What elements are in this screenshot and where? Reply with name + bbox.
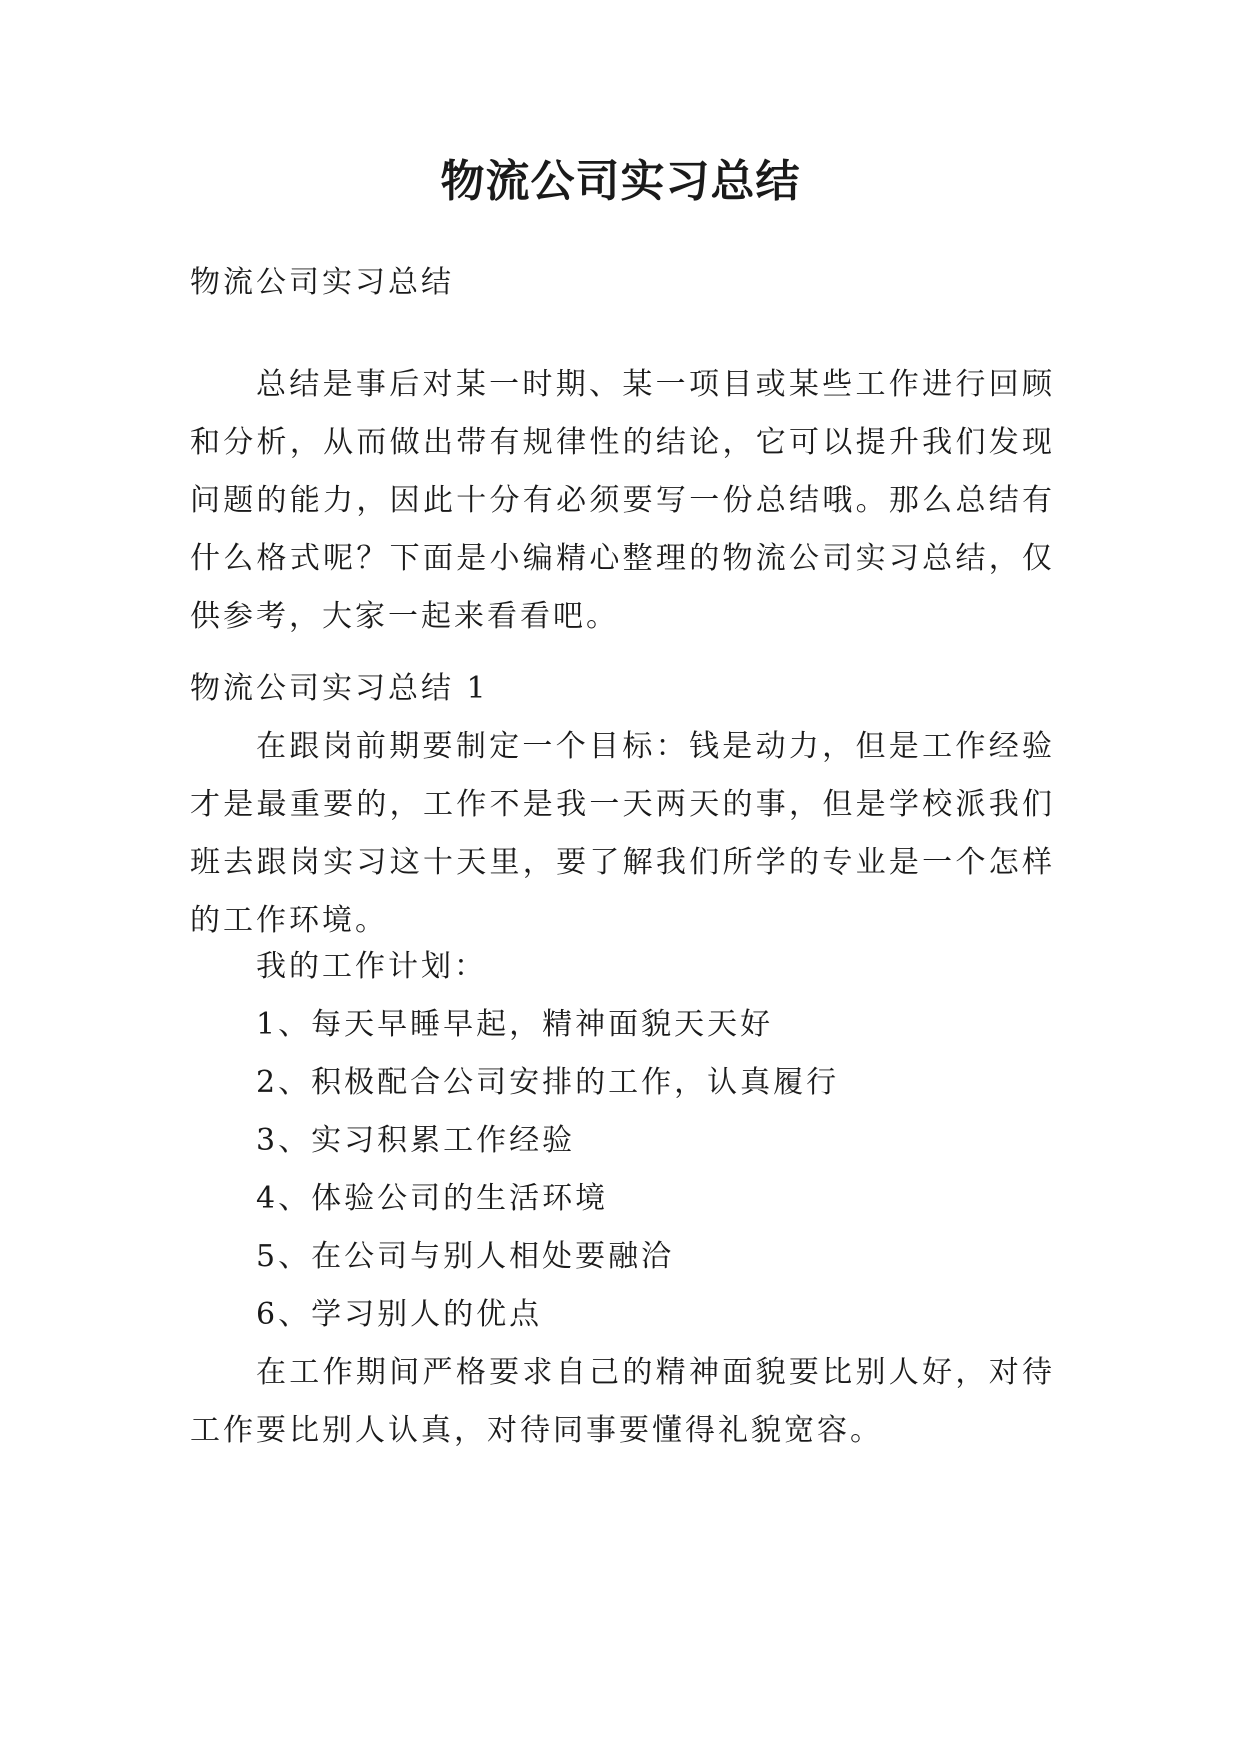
document-subtitle: 物流公司实习总结 (190, 265, 454, 300)
document-title: 物流公司实习总结 (440, 156, 801, 207)
section-1-paragraph-1: 在跟岗前期要制定一个目标：钱是动力，但是工作经验才是最重要的，工作不是我一天两天的事，但是学校派我们班去跟岗实习这十天里，要了解我们所学的专业是一个怎样的工作环境。 (190, 729, 1055, 938)
plan-item-2: 2、积极配合公司安排的工作，认真履行 (256, 1065, 840, 1100)
plan-item-1: 1、每天早睡早起，精神面貌天天好 (256, 1007, 774, 1042)
plan-item-3: 3、实习积累工作经验 (256, 1123, 576, 1158)
plan-item-4: 4、体验公司的生活环境 (256, 1181, 609, 1216)
plan-item-6: 6、学习别人的优点 (256, 1297, 543, 1332)
section-1-paragraph-2: 在工作期间严格要求自己的精神面貌要比别人好，对待工作要比别人认真，对待同事要懂得礼貌宽容。 (190, 1355, 1055, 1448)
intro-paragraph: 总结是事后对某一时期、某一项目或某些工作进行回顾和分析，从而做出带有规律性的结论，它可以提升我们发现问题的能力，因此十分有必须要写一份总结哦。那么总结有什么格式呢？下面是小编精心整理的物流公司实习总结，仅供参考，大家一起来看看吧。 (190, 367, 1055, 634)
plan-item-5: 5、在公司与别人相处要融洽 (256, 1239, 675, 1274)
section-1-heading: 物流公司实习总结 1 (190, 671, 489, 706)
plan-heading: 我的工作计划： (256, 949, 487, 984)
